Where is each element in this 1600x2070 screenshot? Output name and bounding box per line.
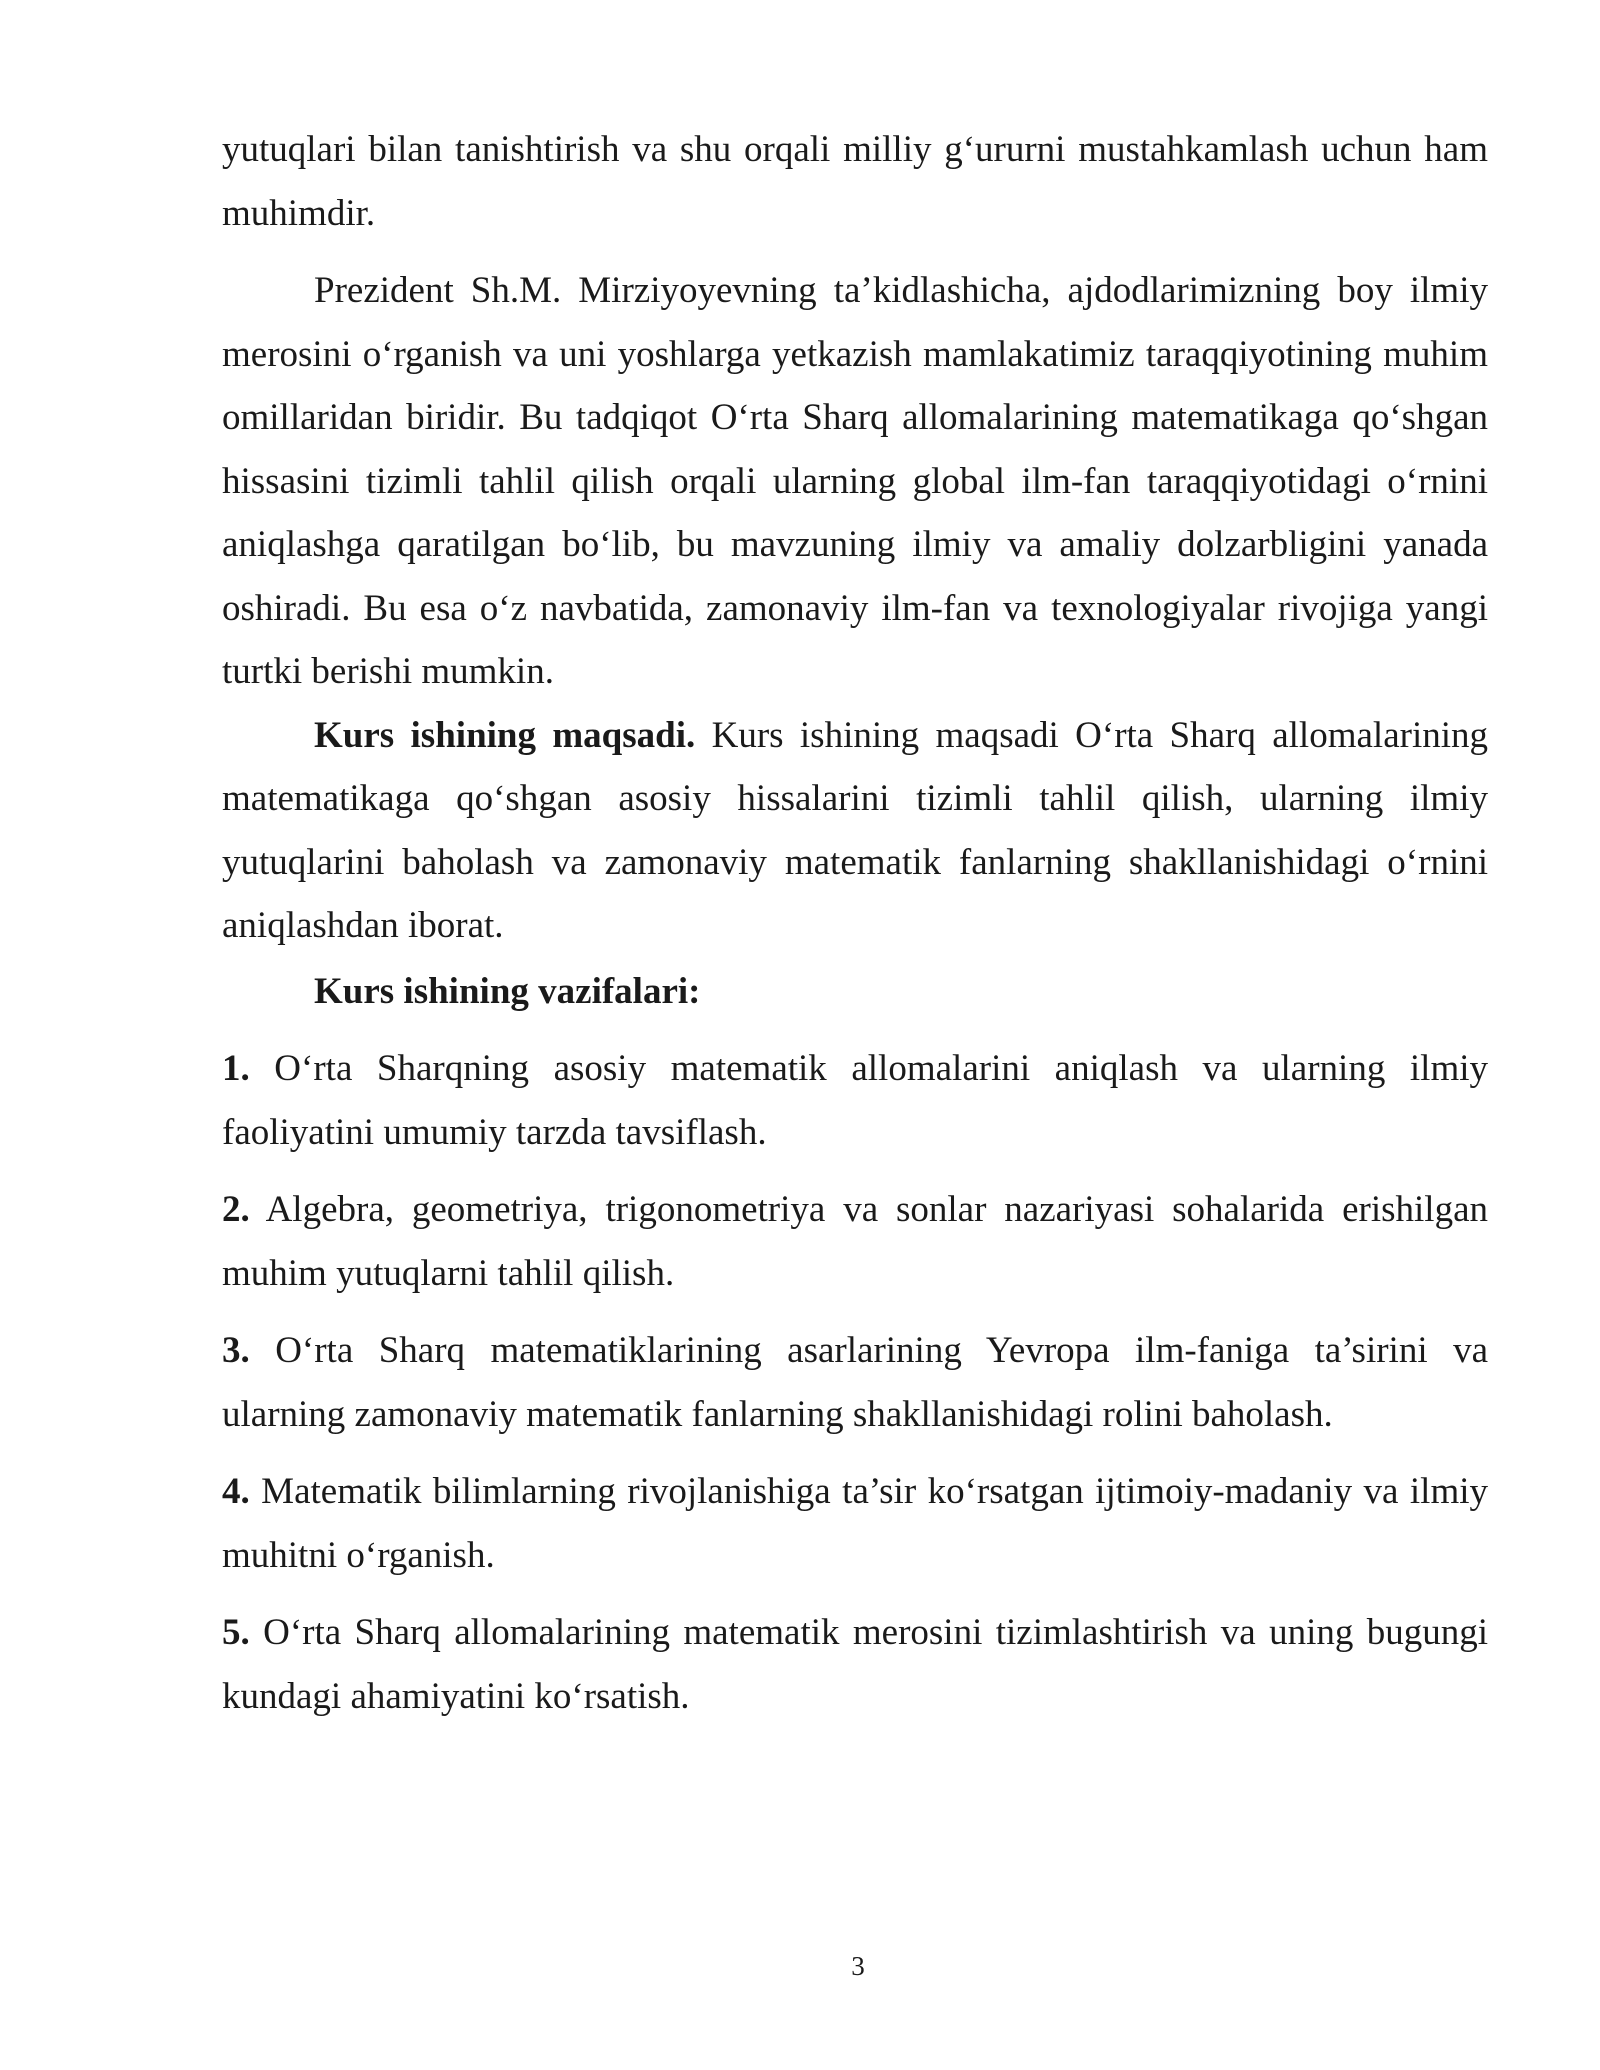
course-goal-label: Kurs ishining maqsadi. bbox=[314, 714, 696, 756]
task-item-5 bbox=[222, 1601, 1488, 1728]
course-goal-text: Kurs ishining maqsadi O‘rta Sharq allomalarining matematikaga qo‘shgan asosiy hissalarini tizimli tahlil qilish, ularning ilmiy yutuqlarini baholash va zamonaviy matematik fanlarning shakllanishidagi o‘rnini aniqlashdan iborat. bbox=[222, 714, 1488, 946]
task-item-3 bbox=[222, 1319, 1488, 1446]
task-text: O‘rta Sharqning asosiy matematik allomalarini aniqlash va ularning ilmiy faoliyatini umumiy tarzda tavsiflash. bbox=[222, 1048, 1488, 1153]
task-item-1 bbox=[222, 1037, 1488, 1164]
task-item-2 bbox=[222, 1178, 1488, 1305]
paragraph-course-goal bbox=[222, 704, 1488, 958]
document-page bbox=[222, 118, 1488, 1728]
task-number: 5. bbox=[222, 1612, 250, 1653]
task-text: Matematik bilimlarning rivojlanishiga ta’sir ko‘rsatgan ijtimoiy-madaniy va ilmiy muhitni o‘rganish. bbox=[222, 1471, 1488, 1576]
tasks-heading: Kurs ishining vazifalari: bbox=[314, 970, 701, 1012]
paragraph-continuation: yutuqlari bilan tanishtirish va shu orqali milliy g‘ururni mustahkamlash uchun ham muhimdir. bbox=[222, 129, 1488, 234]
task-text: O‘rta Sharq matematiklarining asarlarining Yevropa ilm-faniga ta’sirini va ularning zamonaviy matematik fanlarning shakllanishidagi rolini baholash. bbox=[222, 1330, 1488, 1435]
page-number: 3 bbox=[851, 1951, 865, 1981]
task-number: 4. bbox=[222, 1471, 250, 1512]
task-text: Algebra, geometriya, trigonometriya va sonlar nazariyasi sohalarida erishilgan muhim yutuqlarni tahlil qilish. bbox=[222, 1189, 1488, 1294]
task-number: 1. bbox=[222, 1048, 250, 1089]
task-item-4 bbox=[222, 1460, 1488, 1587]
paragraph-president-quote: Prezident Sh.M. Mirziyoyevning ta’kidlashicha, ajdodlarimizning boy ilmiy merosini o‘rganish va uni yoshlarga yetkazish mamlakatimiz taraqqiyotining muhim omillaridan biridir. Bu tadqiqot O‘rta Sharq allomalarining matematikaga qo‘shgan hissasini tizimli tahlil qilish orqali ularning global ilm-fan taraqqiyotidagi o‘rnini aniqlashga qaratilgan bo‘lib, bu mavzuning ilmiy va amaliy dolzarbligini yanada oshiradi. Bu esa o‘z navbatida, zamonaviy ilm-fan va texnologiyalar rivojiga yangi turtki berishi mumkin. bbox=[222, 270, 1488, 692]
task-number: 2. bbox=[222, 1189, 250, 1230]
task-text: O‘rta Sharq allomalarining matematik merosini tizimlashtirish va uning bugungi kundagi ahamiyatini ko‘rsatish. bbox=[222, 1612, 1488, 1717]
task-number: 3. bbox=[222, 1330, 250, 1371]
